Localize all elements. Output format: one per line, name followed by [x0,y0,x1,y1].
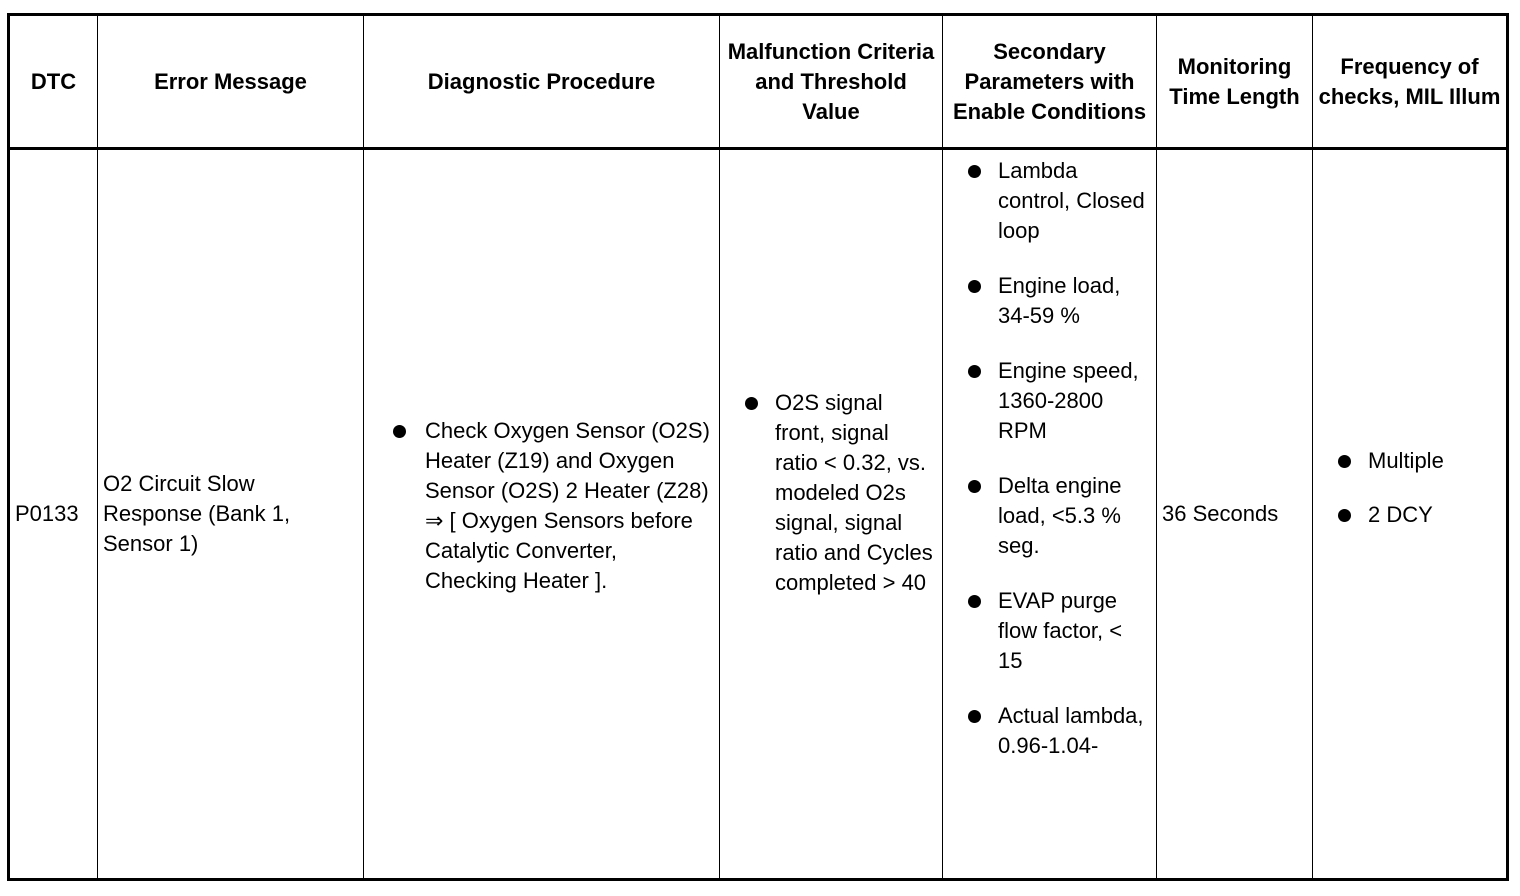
secondary-parameter-item: Engine load, 34-59 % [948,271,1151,331]
header-malfunction-criteria: Malfunction Criteria and Threshold Value [720,15,943,149]
malfunction-criteria-item: O2S signal front, signal ratio < 0.32, vs. modeled O2s signal, signal ratio and Cycles completed > 40 [725,388,937,598]
frequency-item: Multiple [1318,446,1501,476]
secondary-parameters-list [948,156,1151,761]
cell-secondary-parameters [943,149,1157,880]
header-monitoring-time: Monitoring Time Length [1157,15,1313,149]
frequency-list [1318,446,1501,530]
secondary-parameter-item: Actual lambda, 0.96-1.04- [948,701,1151,761]
dtc-table [7,13,1509,881]
header-row [9,15,1508,149]
cell-diagnostic-procedure [364,149,720,880]
table-row [9,149,1508,880]
header-secondary-parameters: Secondary Parameters with Enable Conditions [943,15,1157,149]
secondary-parameter-item: Delta engine load, <5.3 % seg. [948,471,1151,561]
diagnostic-procedure-item: Check Oxygen Sensor (O2S) Heater (Z19) and Oxygen Sensor (O2S) 2 Heater (Z28) ⇒ [ Oxygen Sensors before Catalytic Converter, Checking Heater ]. [369,416,714,596]
cell-monitoring-time: 36 Seconds [1157,149,1313,880]
header-error-message: Error Message [98,15,364,149]
cell-malfunction-criteria [720,149,943,880]
header-dtc: DTC [9,15,98,149]
secondary-parameter-item: EVAP purge flow factor, < 15 [948,586,1151,676]
cell-frequency [1313,149,1508,880]
malfunction-criteria-list [725,388,937,598]
header-diagnostic-procedure: Diagnostic Procedure [364,15,720,149]
header-frequency: Frequency of checks, MIL Illum [1313,15,1508,149]
frequency-item: 2 DCY [1318,500,1501,530]
cell-error-message: O2 Circuit Slow Response (Bank 1, Sensor 1) [98,149,364,880]
diagnostic-procedure-list [369,416,714,596]
secondary-parameter-item: Engine speed, 1360-2800 RPM [948,356,1151,446]
cell-dtc-code: P0133 [9,149,98,880]
secondary-parameter-item: Lambda control, Closed loop [948,156,1151,246]
